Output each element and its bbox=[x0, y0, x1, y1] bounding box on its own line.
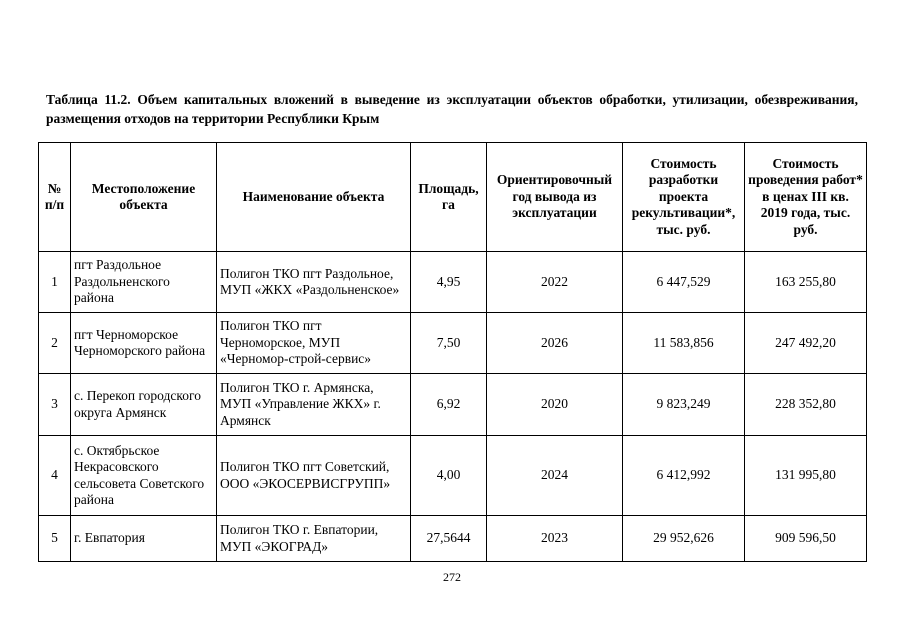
year-cell: 2022 bbox=[487, 252, 623, 313]
year-cell: 2023 bbox=[487, 516, 623, 562]
location-cell: пгт Раздольное Раздольненского района bbox=[71, 252, 217, 313]
design-cost-cell: 29 952,626 bbox=[623, 516, 745, 562]
works-cost-cell: 909 596,50 bbox=[745, 516, 867, 562]
location-cell: с. Перекоп городского округа Армянск bbox=[71, 374, 217, 436]
object-name-cell: Полигон ТКО пгт Советский, ООО «ЭКОСЕРВИСГРУПП» bbox=[217, 436, 411, 516]
area-cell: 6,92 bbox=[411, 374, 487, 436]
area-cell: 4,00 bbox=[411, 436, 487, 516]
col-header-number: № п/п bbox=[39, 143, 71, 252]
col-header-location: Местоположение объекта bbox=[71, 143, 217, 252]
year-cell: 2020 bbox=[487, 374, 623, 436]
location-cell: г. Евпатория bbox=[71, 516, 217, 562]
object-name-cell: Полигон ТКО пгт Черноморское, МУП «Черномор-строй-сервис» bbox=[217, 313, 411, 374]
table-row bbox=[39, 516, 867, 562]
col-header-decommission-year: Ориентировочный год вывода из эксплуатации bbox=[487, 143, 623, 252]
col-header-area: Площадь, га bbox=[411, 143, 487, 252]
year-cell: 2026 bbox=[487, 313, 623, 374]
works-cost-cell: 131 995,80 bbox=[745, 436, 867, 516]
works-cost-cell: 228 352,80 bbox=[745, 374, 867, 436]
design-cost-cell: 6 447,529 bbox=[623, 252, 745, 313]
object-name-cell: Полигон ТКО пгт Раздольное, МУП «ЖКХ «Раздольненское» bbox=[217, 252, 411, 313]
row-number-cell: 2 bbox=[39, 313, 71, 374]
object-name-cell: Полигон ТКО г. Евпатории, МУП «ЭКОГРАД» bbox=[217, 516, 411, 562]
header-row bbox=[39, 143, 867, 252]
location-cell: пгт Черноморское Черноморского района bbox=[71, 313, 217, 374]
works-cost-cell: 163 255,80 bbox=[745, 252, 867, 313]
area-cell: 7,50 bbox=[411, 313, 487, 374]
location-cell: с. Октябрьское Некрасовского сельсовета Советского района bbox=[71, 436, 217, 516]
table-row bbox=[39, 436, 867, 516]
page-number: 272 bbox=[443, 570, 461, 584]
design-cost-cell: 6 412,992 bbox=[623, 436, 745, 516]
table-row bbox=[39, 374, 867, 436]
capital-investment-table bbox=[38, 142, 867, 562]
col-header-design-cost: Стоимость разработки проекта рекультивации*, тыс. руб. bbox=[623, 143, 745, 252]
works-cost-cell: 247 492,20 bbox=[745, 313, 867, 374]
row-number-cell: 3 bbox=[39, 374, 71, 436]
table-row bbox=[39, 252, 867, 313]
area-cell: 27,5644 bbox=[411, 516, 487, 562]
row-number-cell: 5 bbox=[39, 516, 71, 562]
design-cost-cell: 11 583,856 bbox=[623, 313, 745, 374]
table-row bbox=[39, 313, 867, 374]
col-header-works-cost: Стоимость проведения работ* в ценах III кв. 2019 года, тыс. руб. bbox=[745, 143, 867, 252]
row-number-cell: 4 bbox=[39, 436, 71, 516]
col-header-object-name: Наименование объекта bbox=[217, 143, 411, 252]
area-cell: 4,95 bbox=[411, 252, 487, 313]
object-name-cell: Полигон ТКО г. Армянска, МУП «Управление ЖКХ» г. Армянск bbox=[217, 374, 411, 436]
design-cost-cell: 9 823,249 bbox=[623, 374, 745, 436]
table-caption: Таблица 11.2. Объем капитальных вложений в выведение из эксплуатации объектов обработки, утилизации, обезвреживания, размещения отходов на территории Республики Крым bbox=[46, 92, 858, 126]
row-number-cell: 1 bbox=[39, 252, 71, 313]
year-cell: 2024 bbox=[487, 436, 623, 516]
